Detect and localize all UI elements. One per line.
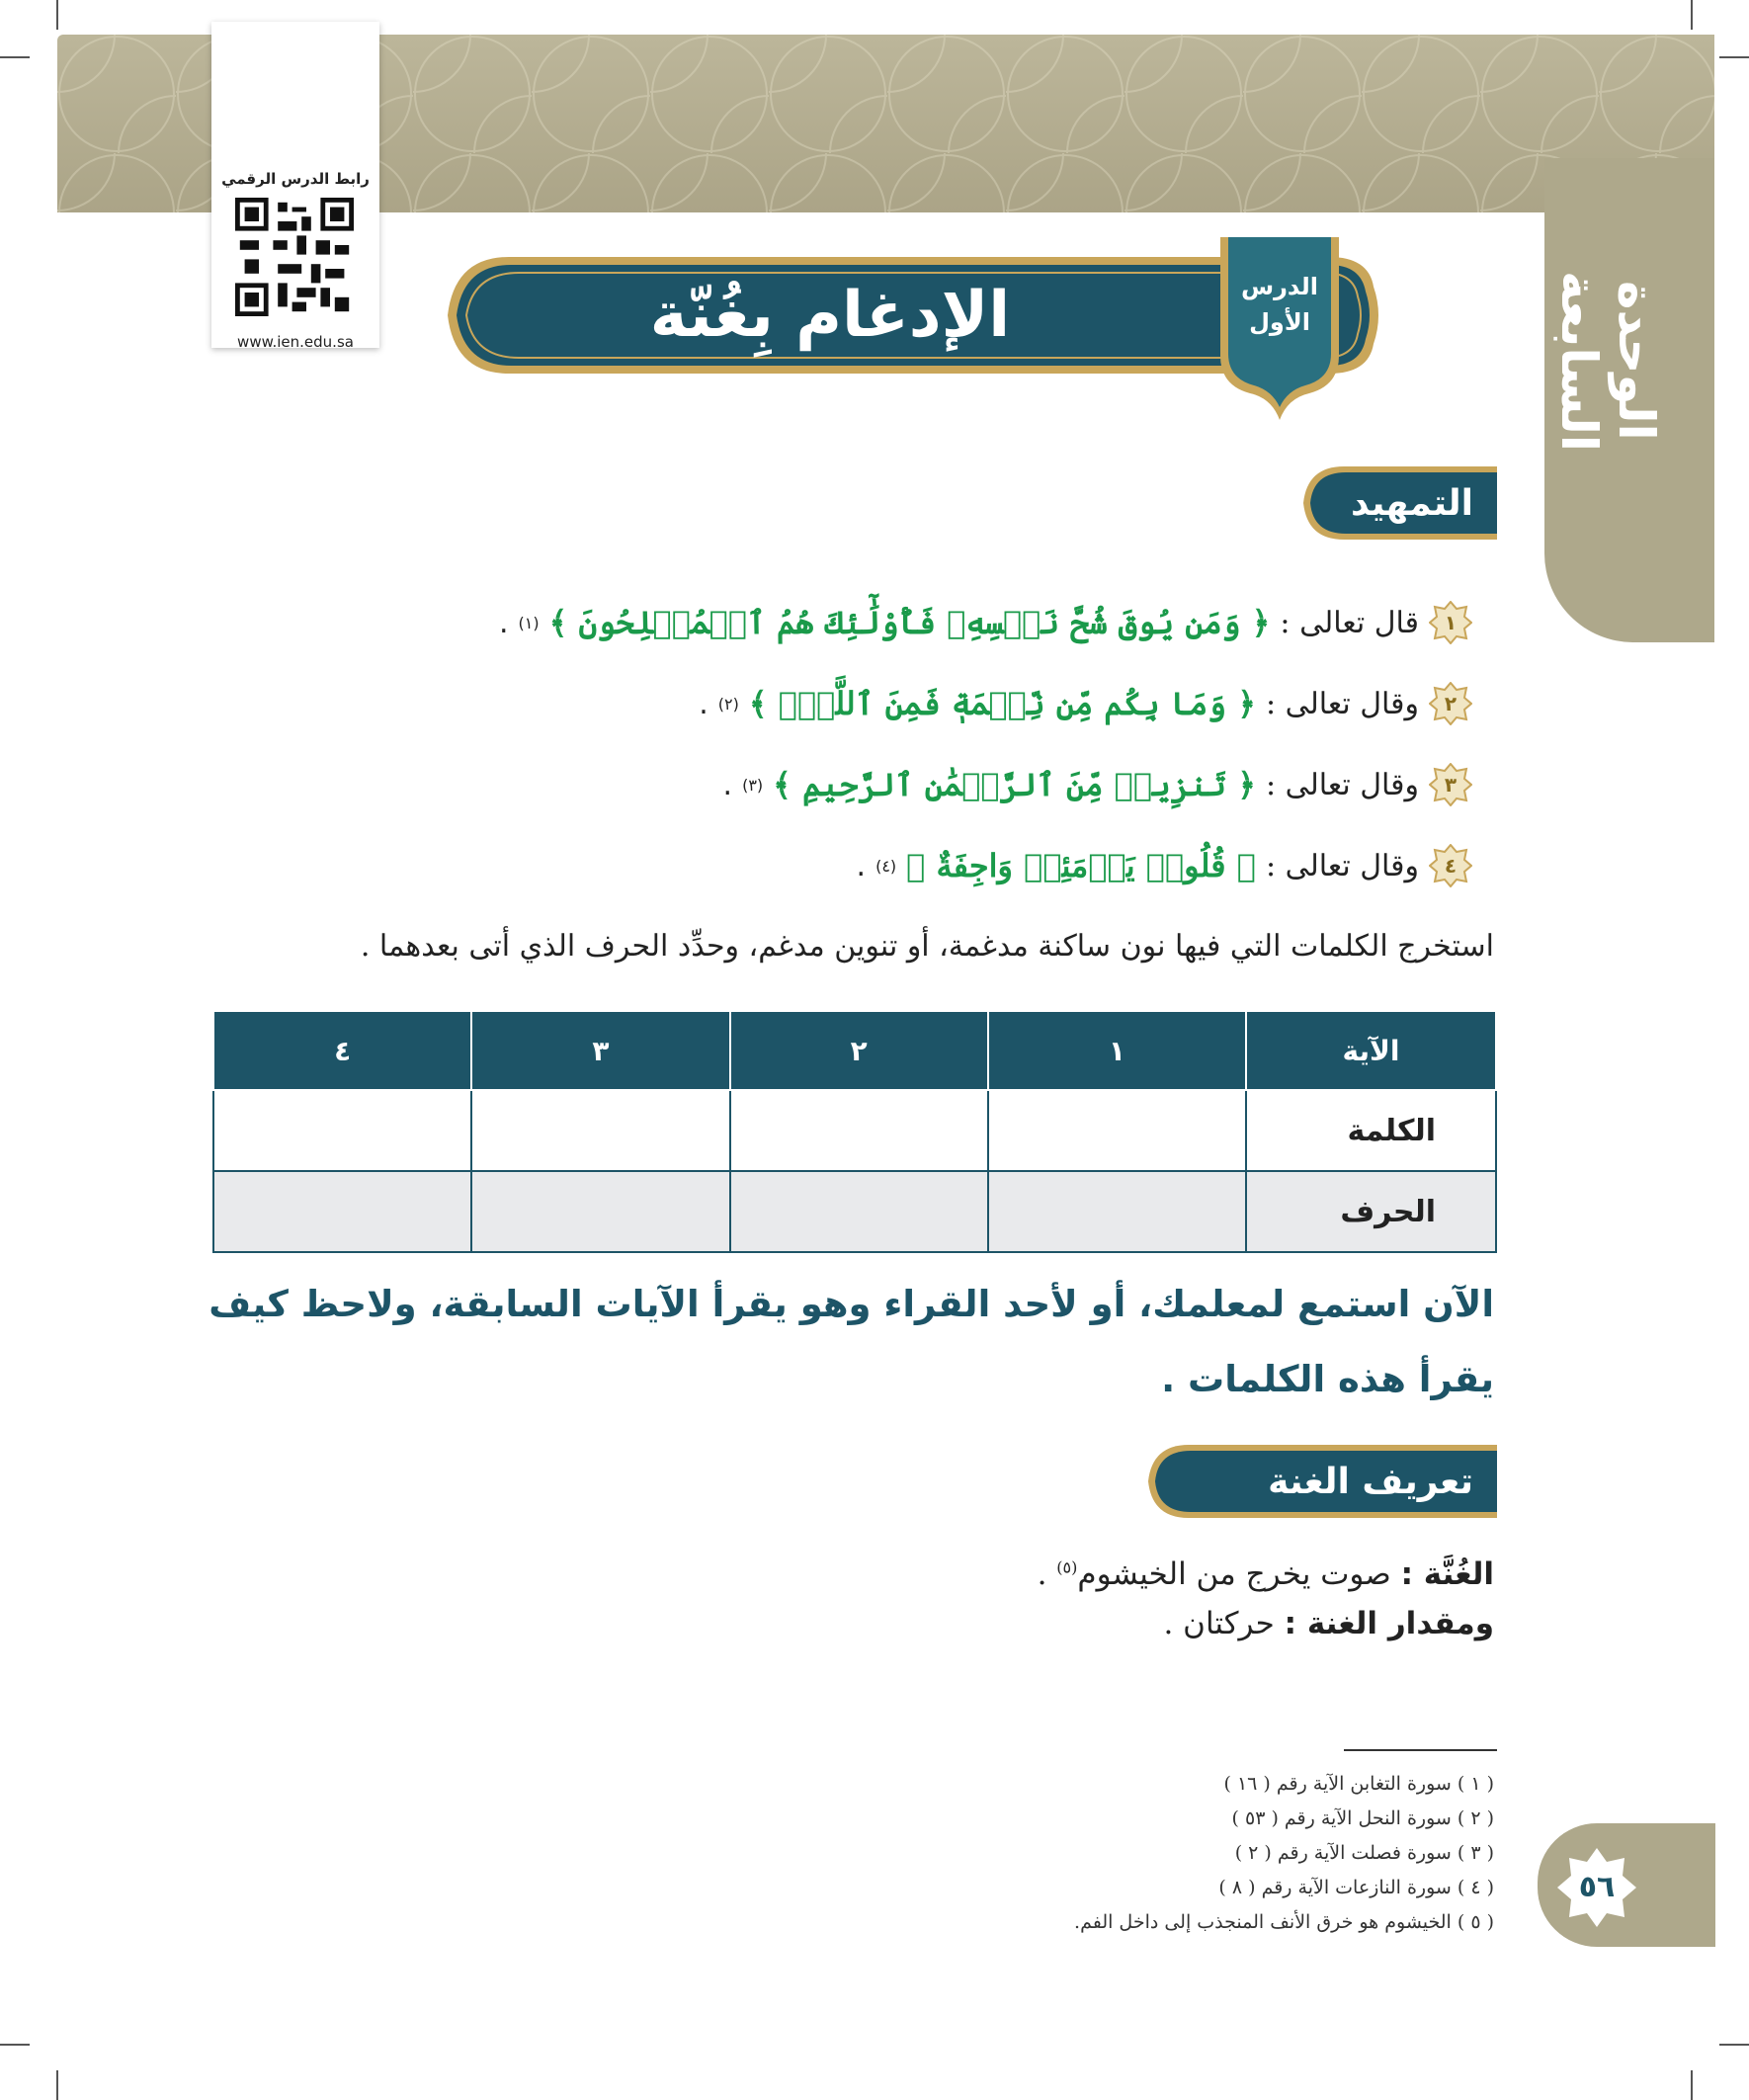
footnotes xyxy=(802,1767,1494,1940)
definition-text: صوت يخرج من الخيشوم xyxy=(1077,1556,1391,1592)
crop-mark xyxy=(1691,2070,1693,2100)
qr-code-icon[interactable] xyxy=(235,198,354,316)
table-header-row xyxy=(213,1011,1496,1090)
table-header: الآية xyxy=(1246,1011,1496,1090)
row-label-word: الكلمة xyxy=(1246,1090,1496,1171)
section-title-definition: تعريف الغنة xyxy=(1268,1461,1473,1502)
qr-label: رابط الدرس الرقمي xyxy=(221,170,370,188)
qr-url: www.ien.edu.sa xyxy=(237,333,354,351)
unit-title: الوحدة السابعة xyxy=(1550,270,1665,452)
footnote: ( ٥ ) الخيشوم هو خرق الأنف المنجذب إلى داخل الفم. xyxy=(1074,1911,1494,1933)
table-header: ٣ xyxy=(471,1011,729,1090)
answer-cell[interactable] xyxy=(730,1171,988,1252)
lesson-badge-line1: الدرس xyxy=(1240,273,1319,300)
page-number: ٥٦ xyxy=(1578,1870,1616,1904)
verse-footnote-ref[interactable]: (٣) xyxy=(742,775,764,795)
answer-cell[interactable] xyxy=(471,1171,729,1252)
verse-text: ﴿ وَمَا بِكُم مِّن نِّعۡمَةٖ فَمِنَ ٱللَّهِۖ ﴾ xyxy=(748,685,1256,722)
exercise-instruction: استخرج الكلمات التي فيها نون ساكنة مدغمة، أو تنوين مدغم، وحدِّد الحرف الذي أتى بعدهما . xyxy=(360,929,1494,964)
verse-footnote-ref[interactable]: (٢) xyxy=(717,694,739,714)
verse-row: ٣ وقال تعالى : ﴿ تَنزِيلٞ مِّنَ ٱلرَّحۡمَٰنِ ٱلرَّحِيمِ ﴾ (٣) . xyxy=(188,755,1472,814)
section-header-intro xyxy=(1299,462,1497,544)
answer-cell[interactable] xyxy=(988,1171,1246,1252)
table-row xyxy=(213,1171,1496,1252)
exercise-table xyxy=(212,1010,1497,1253)
verse-footnote-ref[interactable]: (٤) xyxy=(875,856,897,876)
verse-intro: وقال تعالى : xyxy=(1265,767,1419,802)
definition-term: الغُنَّة : xyxy=(1400,1556,1494,1592)
footnote: ( ٣ ) سورة فصلت الآية رقم ( ٢ ) xyxy=(1234,1842,1494,1864)
row-label-letter: الحرف xyxy=(1246,1171,1496,1252)
verse-row: ١ قال تعالى : ﴿ وَمَن يُوقَ شُحَّ نَفۡسِهِۦ فَأُوْلَٰٓئِكَ هُمُ ٱلۡمُفۡلِحُونَ ﴾ (١) . xyxy=(188,593,1472,652)
table-header: ١ xyxy=(988,1011,1246,1090)
footnote: ( ١ ) سورة التغابن الآية رقم ( ١٦ ) xyxy=(1223,1773,1494,1795)
definition-term: ومقدار الغنة : xyxy=(1284,1606,1494,1641)
answer-cell[interactable] xyxy=(730,1090,988,1171)
footnote: ( ٢ ) سورة النحل الآية رقم ( ٥٣ ) xyxy=(1231,1807,1494,1829)
table-header: ٢ xyxy=(730,1011,988,1090)
crop-mark xyxy=(1691,0,1693,30)
section-title-intro: التمهيد xyxy=(1351,482,1473,524)
definition-duration xyxy=(308,1606,1494,1641)
footnote: ( ٤ ) سورة النازعات الآية رقم ( ٨ ) xyxy=(1218,1877,1494,1898)
definition-text: حركتان . xyxy=(1163,1606,1275,1641)
table-row xyxy=(213,1090,1496,1171)
table-header: ٤ xyxy=(213,1011,471,1090)
answer-cell[interactable] xyxy=(988,1090,1246,1171)
qr-card[interactable] xyxy=(211,22,379,351)
lesson-badge-line2: الأول xyxy=(1249,308,1310,336)
answer-cell[interactable] xyxy=(471,1090,729,1171)
crop-mark xyxy=(56,0,58,30)
crop-mark xyxy=(0,2044,30,2046)
verse-number-badge: ٤ xyxy=(1429,844,1472,887)
verse-text: ﴿ تَنزِيلٞ مِّنَ ٱلرَّحۡمَٰنِ ٱلرَّحِيمِ ﴾ xyxy=(773,766,1256,803)
lesson-badge-label xyxy=(1225,269,1334,340)
verse-intro: وقال تعالى : xyxy=(1265,686,1419,721)
verse-number-badge: ٣ xyxy=(1429,763,1472,806)
definition-ghunna: الغُنَّة : صوت يخرج من الخيشوم$^{(٥)}$ . xyxy=(1037,1556,1494,1592)
verse-text: ﴿ قُلُوبٞ يَوۡمَئِذٖ وَاجِفَةٌ ﴾ xyxy=(906,847,1256,884)
crop-mark xyxy=(0,56,30,58)
verse-number-badge: ١ xyxy=(1429,601,1472,644)
answer-cell[interactable] xyxy=(213,1090,471,1171)
answer-cell[interactable] xyxy=(213,1171,471,1252)
verse-row: ٢ وقال تعالى : ﴿ وَمَا بِكُم مِّن نِّعۡمَةٖ فَمِنَ ٱللَّهِۖ ﴾ (٢) . xyxy=(188,674,1472,733)
verse-intro: وقال تعالى : xyxy=(1265,848,1419,883)
crop-mark xyxy=(1719,2044,1749,2046)
listen-instruction: الآن استمع لمعلمك، أو لأحد القراء وهو يقرأ الآيات السابقة، ولاحظ كيف يقرأ هذه الكلمات . xyxy=(208,1283,1494,1400)
crop-mark xyxy=(1719,56,1749,58)
lesson-title: الإدغام بِغُنّة xyxy=(649,279,1011,352)
verse-footnote-ref[interactable]: (١) xyxy=(518,613,540,632)
verse-number-badge: ٢ xyxy=(1429,682,1472,725)
footnote-divider xyxy=(1344,1749,1497,1751)
crop-mark xyxy=(56,2070,58,2100)
verse-text: ﴿ وَمَن يُوقَ شُحَّ نَفۡسِهِۦ فَأُوْلَٰٓئِكَ هُمُ ٱلۡمُفۡلِحُونَ ﴾ xyxy=(548,604,1271,641)
definition-footnote-ref[interactable]: (٥) xyxy=(1056,1557,1078,1577)
verse-row: ٤ وقال تعالى : ﴿ قُلُوبٞ يَوۡمَئِذٖ وَاجِفَةٌ ﴾ (٤) . xyxy=(188,836,1472,895)
verse-intro: قال تعالى : xyxy=(1280,605,1419,640)
section-header-definition xyxy=(1144,1441,1497,1522)
